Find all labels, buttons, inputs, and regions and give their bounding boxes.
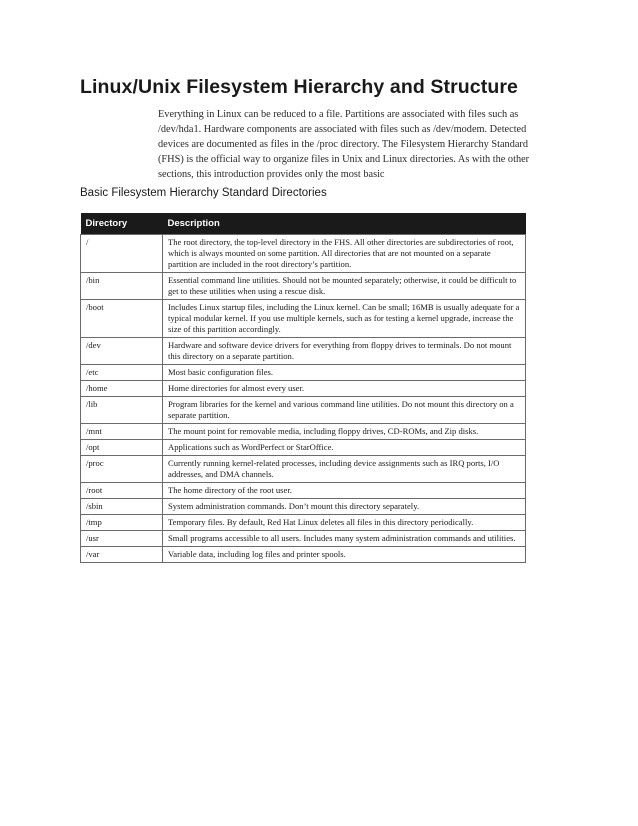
intro-paragraph: Everything in Linux can be reduced to a file. Partitions are associated with files such as /dev/hda1. Hardware components are associated with files such as /dev/modem. Detected devices are documented as files in the /proc directory. The Filesystem Hierarchy Standard (FHS) is the official way to organize files in Unix and Linux directories. As with the other sections, this introduction provides only the most basic <box>158 109 530 180</box>
table-row <box>81 235 526 273</box>
directory-cell: /lib <box>81 397 163 424</box>
table-row <box>81 424 526 440</box>
description-cell: Includes Linux startup files, including the Linux kernel. Can be small; 16MB is usually adequate for a typical modular kernel. If you use multiple kernels, such as for testing a kernel upgrade, increase the size of this partition accordingly. <box>163 300 526 338</box>
directory-cell: /usr <box>81 531 163 547</box>
table-caption: Basic Filesystem Hierarchy Standard Directories <box>80 187 327 199</box>
page-title: Linux/Unix Filesystem Hierarchy and Structure <box>80 76 518 98</box>
table-row <box>81 300 526 338</box>
table-row <box>81 440 526 456</box>
directory-cell: /mnt <box>81 424 163 440</box>
table-row <box>81 547 526 563</box>
directory-cell: /boot <box>81 300 163 338</box>
table-row <box>81 365 526 381</box>
table-row <box>81 381 526 397</box>
table-row <box>81 338 526 365</box>
description-cell: Currently running kernel-related processes, including device assignments such as IRQ ports, I/O addresses, and DMA channels. <box>163 456 526 483</box>
description-cell: System administration commands. Don’t mount this directory separately. <box>163 499 526 515</box>
description-cell: Program libraries for the kernel and various command line utilities. Do not mount this directory on a separate partition. <box>163 397 526 424</box>
fhs-directories-table <box>80 213 526 563</box>
description-cell: Variable data, including log files and printer spools. <box>163 547 526 563</box>
description-cell: Applications such as WordPerfect or StarOffice. <box>163 440 526 456</box>
table-row <box>81 456 526 483</box>
description-cell: Temporary files. By default, Red Hat Linux deletes all files in this directory periodically. <box>163 515 526 531</box>
table-row <box>81 531 526 547</box>
directory-cell: /var <box>81 547 163 563</box>
directory-cell: / <box>81 235 163 273</box>
directory-cell: /home <box>81 381 163 397</box>
table-row <box>81 483 526 499</box>
directory-cell: /proc <box>81 456 163 483</box>
description-cell: Most basic configuration files. <box>163 365 526 381</box>
directory-cell: /bin <box>81 273 163 300</box>
table-row <box>81 499 526 515</box>
directory-cell: /tmp <box>81 515 163 531</box>
directory-cell: /dev <box>81 338 163 365</box>
description-cell: Essential command line utilities. Should not be mounted separately; otherwise, it could be difficult to get to these utilities when using a rescue disk. <box>163 273 526 300</box>
description-cell: The root directory, the top-level directory in the FHS. All other directories are subdirectories of root, which is always mounted on some partition. All directories that are not mounted on a separate partition are included in the root directory’s partition. <box>163 235 526 273</box>
table-row <box>81 397 526 424</box>
description-cell: The mount point for removable media, including floppy drives, CD-ROMs, and Zip disks. <box>163 424 526 440</box>
description-cell: Small programs accessible to all users. Includes many system administration commands and utilities. <box>163 531 526 547</box>
directory-cell: /root <box>81 483 163 499</box>
table-header-row <box>81 213 526 235</box>
directory-cell: /etc <box>81 365 163 381</box>
table-row <box>81 515 526 531</box>
directory-cell: /opt <box>81 440 163 456</box>
header-directory: Directory <box>81 213 163 235</box>
header-description: Description <box>163 213 526 235</box>
description-cell: Home directories for almost every user. <box>163 381 526 397</box>
directory-cell: /sbin <box>81 499 163 515</box>
description-cell: The home directory of the root user. <box>163 483 526 499</box>
description-cell: Hardware and software device drivers for everything from floppy drives to terminals. Do not mount this directory on a separate partition. <box>163 338 526 365</box>
table-row <box>81 273 526 300</box>
